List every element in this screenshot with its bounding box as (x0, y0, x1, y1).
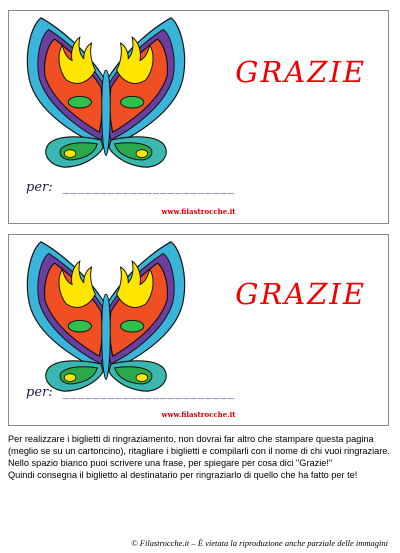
card-title: GRAZIE (235, 277, 366, 311)
per-label: per: (26, 180, 53, 195)
instructions-paragraph-2: Quindi consegna il biglietto al destinatario per ringraziarlo di quello che ha fatto per te! (8, 470, 358, 480)
recipient-line (26, 385, 235, 400)
recipient-line (26, 180, 235, 195)
card-title: GRAZIE (235, 55, 366, 89)
site-credit: www.filastrocche.it (161, 207, 236, 216)
per-label: per: (26, 385, 53, 400)
copyright-footer: © Filastrocche.it – È vietata la riproduzione anche parziale delle immagini (131, 538, 388, 548)
site-credit: www.filastrocche.it (161, 410, 236, 419)
blank-line: _______________________ (62, 385, 236, 400)
thank-you-card-1 (8, 10, 389, 224)
instructions-text (8, 433, 393, 481)
instructions-paragraph-1: Per realizzare i biglietti di ringraziamento, non dovrai far altro che stampare questa pagina (meglio se su un cartoncino), ritagliare i biglietti e compilarli con il nome di chi vuoi ringraziare. Nello spazio bianco puoi scrivere una frase, per spiegare per cosa dici "Grazie!" (8, 434, 390, 468)
blank-line: _______________________ (62, 180, 236, 195)
butterfly-illustration (17, 236, 195, 396)
butterfly-illustration (17, 12, 195, 172)
thank-you-card-2 (8, 234, 389, 426)
